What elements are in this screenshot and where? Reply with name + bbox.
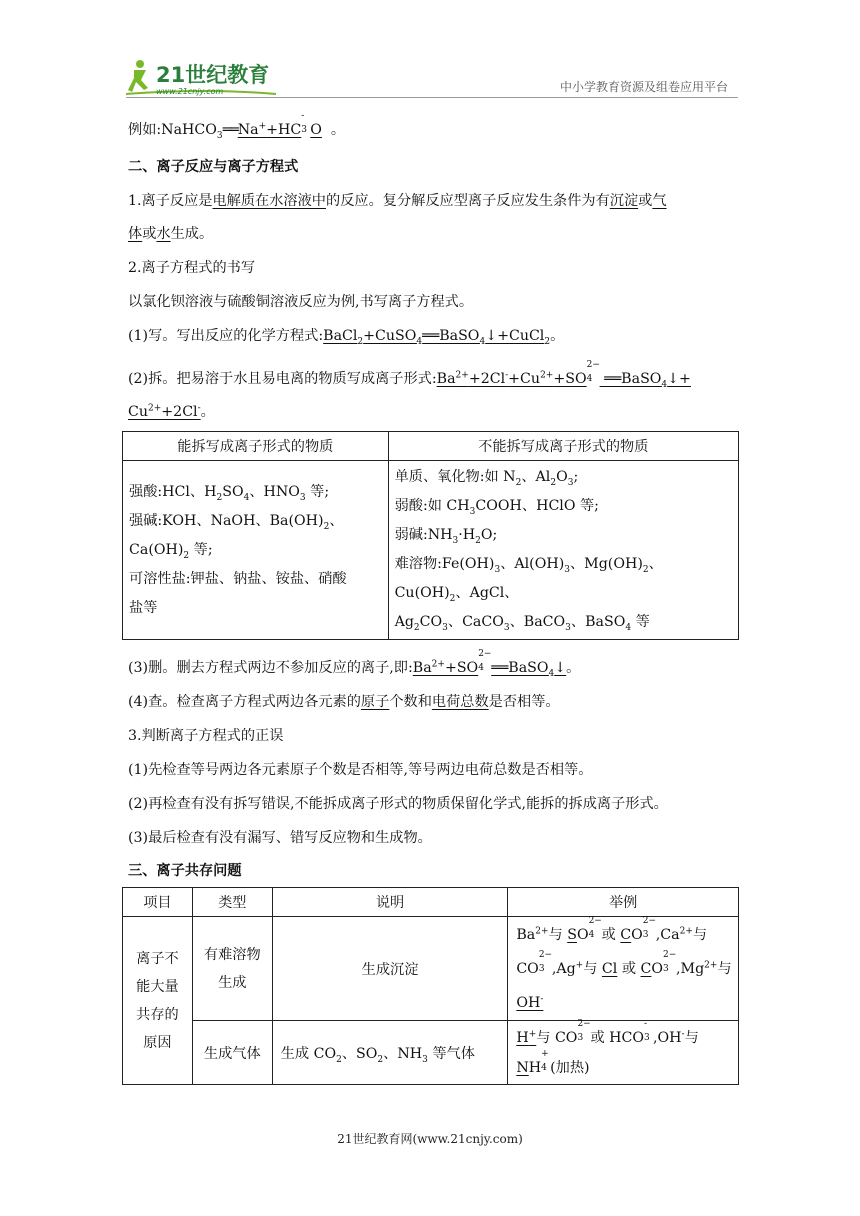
table1-header-nonsplittable: 不能拆写成离子形式的物质 xyxy=(388,432,738,461)
section2-title: 二、离子反应与离子方程式 xyxy=(128,159,299,175)
judge-3: (3)最后检查有没有漏写、错写反应物和生成物。 xyxy=(128,830,432,846)
table2-header-example: 举例 xyxy=(508,888,739,917)
table2-header-desc: 说明 xyxy=(272,888,508,917)
table2-type-gas: 生成气体 xyxy=(192,1021,272,1085)
table2-header-type: 类型 xyxy=(192,888,272,917)
step-check: (4)查。检查离子方程式两边各元素的原子个数和电荷总数是否相等。 xyxy=(128,694,560,710)
page-header xyxy=(126,56,738,100)
step-split: (2)拆。把易溶于水且易电离的物质写成离子形式$:Ba^{2+}+2Cl^-+Cu^{2+}+SO$ 2− 4 ══BaSO$_4$↓+ xyxy=(128,360,691,390)
para-3: 以氯化钡溶液与硫酸铜溶液反应为例,书写离子方程式。 xyxy=(128,294,474,310)
table1-nonsplittable-cell: 单质、氧化物:如 $N_2$、$Al_2O_3$; 弱酸:如 $CH_3COOH$、HClO 等; 弱碱$:NH_3\cdot H_2O$; 难溶物$:Fe(OH)_3$、$Al(OH)_3$、$Mg(OH)_2$、 $Cu(OH)_2$、AgCl、 $Ag_2CO_3$、CaCO$_3$、BaCO$_3$、BaSO$_4$ 等 xyxy=(388,461,738,640)
split-substances-table xyxy=(122,431,739,640)
svg-text:21世纪教育: 21世纪教育 xyxy=(156,63,270,87)
step-delete: (3)删。删去方程式两边不参加反应的离子,即$:Ba^{2+}+SO$ 2− 4 ══BaSO$_4$↓。 xyxy=(128,649,581,679)
table2-example-gas: H+与 CO 2− 3 或 HCO - 3 ,OH-与 NH + 4 (加热) xyxy=(508,1021,739,1085)
table2-row-label: 离子不 能大量 共存的 原因 xyxy=(123,917,193,1085)
section3-title: 三、离子共存问题 xyxy=(128,863,242,879)
table1-header-splittable: 能拆写成离子形式的物质 xyxy=(123,432,389,461)
step-write: (1)写。写出反应的化学方程式:BaCl$_2$+CuSO$_4$══BaSO$_4$↓+CuCl$_2$。 xyxy=(128,328,565,347)
page-footer: 21世纪教育网(www.21cnjy.com) xyxy=(337,1132,523,1146)
table2-type-precipitate: 有难溶物 生成 xyxy=(192,917,272,1021)
svg-text:www.21cnjy.com: www.21cnjy.com xyxy=(156,87,224,96)
para-2: 2.离子方程式的书写 xyxy=(128,260,256,276)
table2-desc-precipitate: 生成沉淀 xyxy=(272,917,508,1021)
logo-21cnjy xyxy=(126,58,286,98)
para-1: 1.离子反应是电解质在水溶液中的反应。复分解反应型离子反应发生条件为有沉淀或气 xyxy=(128,193,667,209)
example-line: 例如:NaHCO$_3$══Na++HC - 3 O 。 xyxy=(128,111,346,141)
para-1-cont: 体或水生成。 xyxy=(128,226,214,242)
platform-label: 中小学教育资源及组卷应用平台 xyxy=(559,80,728,94)
table2-header-item: 项目 xyxy=(123,888,193,917)
ion-coexistence-table xyxy=(122,887,739,1085)
table1-splittable-cell: 强酸:HCl、$H_2SO_4$、$HNO_3$ 等; 强碱:KOH、NaOH、$Ba(OH)_2$、 $Ca(OH)_2$ 等; 可溶性盐:钾盐、钠盐、铵盐、硝酸 盐等 xyxy=(123,461,389,640)
header-divider xyxy=(126,97,738,98)
table2-example-precipitate: $Ba^{2+}$与 SO 2− 4 或 CO 2− 3 $,Ca^{2+}$与 CO 2− 3 ,Ag+与 Cl 或 CO 2− 3 $,Mg^{2+}$与 OH- xyxy=(508,917,739,1021)
judge-2: (2)再检查有没有拆写错误,不能拆成离子形式的物质保留化学式,能拆的拆成离子形式。 xyxy=(128,796,668,812)
table2-desc-gas: 生成 $CO_2$、$SO_2$、$NH_3$ 等气体 xyxy=(272,1021,508,1085)
judge-1: (1)先检查等号两边各元素原子个数是否相等,等号两边电荷总数是否相等。 xyxy=(128,762,593,778)
para-judge: 3.判断离子方程式的正误 xyxy=(128,728,284,744)
step-split-cont: $Cu^{2+}+2Cl^-$。 xyxy=(128,403,215,420)
